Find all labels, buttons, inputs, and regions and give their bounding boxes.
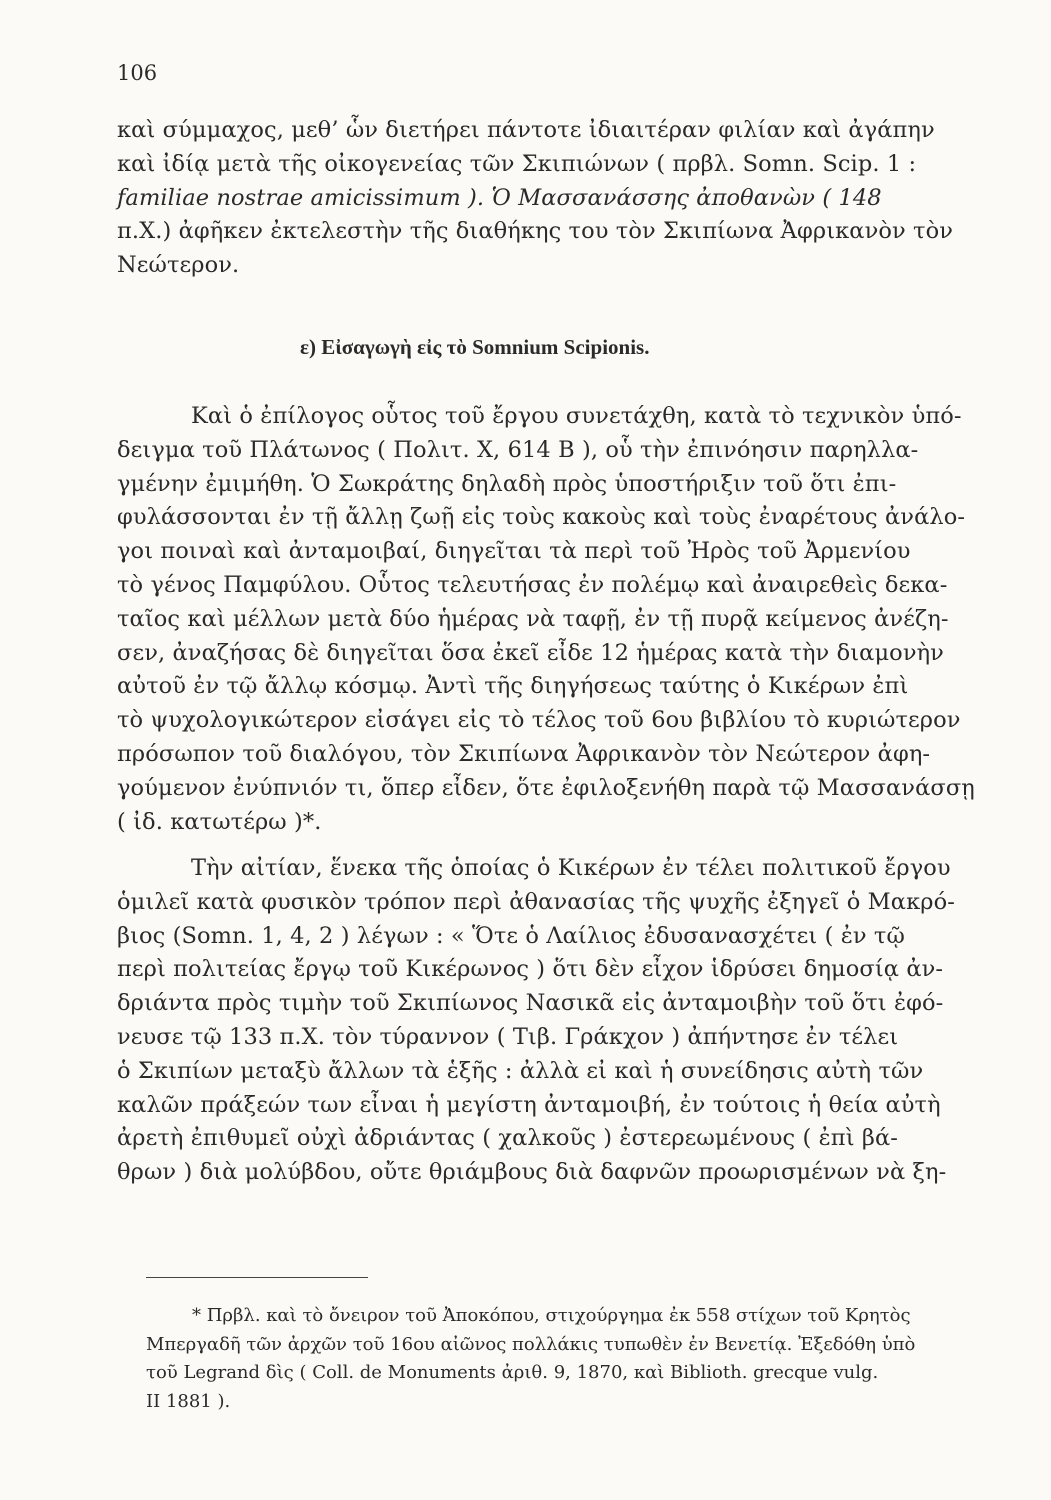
footnote-line: τοῦ Legrand δὶς ( Coll. de Monuments ἀριθ. 9, 1870, καὶ Biblioth. grecque vulg. <box>146 1362 879 1383</box>
section-heading: ε) Εἰσαγωγὴ εἰς τὸ Somnium Scipionis. <box>300 335 650 359</box>
footnote <box>146 1302 981 1416</box>
text-line: γούμενον ἐνύπνιόν τι, ὅπερ εἶδεν, ὅτε ἐφιλοξενήθη παρὰ τῷ Μασσανάσσῃ <box>117 774 975 801</box>
text-line: καὶ σύμμαχος, μεθ’ ὧν διετήρει πάντοτε ἰδιαιτέραν φιλίαν καὶ ἀγάπην <box>117 117 935 143</box>
text-line: ( ἰδ. κατωτέρω )*. <box>117 808 322 835</box>
text-line: καὶ ἰδίᾳ μετὰ τῆς οἰκογενείας τῶν Σκιπιώνων ( πρβλ. Somn. Scip. 1 : <box>117 150 917 177</box>
footnote-line: Μπεργαδῆ τῶν ἀρχῶν τοῦ 16ου αἰῶνος πολλάκις τυπωθὲν ἐν Βενετίᾳ. Ἐξεδόθη ὑπὸ <box>146 1333 916 1355</box>
text-line: βιος (Somn. 1, 4, 2 ) λέγων : « Ὅτε ὁ Λαίλιος ἐδυσανασχέτει ( ἐν τῷ <box>117 922 905 949</box>
text-line: familiae nostrae amicissimum ). Ὁ Μασσανάσσης ἀποθανὼν ( 148 <box>117 184 882 211</box>
intro-paragraph <box>117 114 977 283</box>
text-line: φυλάσσονται ἐν τῇ ἄλλῃ ζωῇ εἰς τοὺς κακοὺς καὶ τοὺς ἐναρέτους ἀνάλο- <box>117 504 966 531</box>
text-line: καλῶν πράξεών των εἶναι ἡ μεγίστη ἀνταμοιβή, ἐν τούτοις ἡ θεία αὐτὴ <box>117 1091 941 1118</box>
text-line: γμένην ἐμιμήθη. Ὁ Σωκράτης δηλαδὴ πρὸς ὑποστήριξιν τοῦ ὅτι ἐπι- <box>117 470 897 497</box>
text-line: περὶ πολιτείας ἔργῳ τοῦ Κικέρωνος ) ὅτι δὲν εἶχον ἱδρύσει δημοσίᾳ ἀν- <box>117 956 944 983</box>
paragraph-1 <box>117 400 977 839</box>
paragraph-2 <box>117 852 977 1190</box>
text-line: ὁμιλεῖ κατὰ φυσικὸν τρόπον περὶ ἀθανασίας τῆς ψυχῆς ἐξηγεῖ ὁ Μακρό- <box>117 888 955 915</box>
text-line: νευσε τῷ 133 π.Χ. τὸν τύραννον ( Τιβ. Γράκχον ) ἀπήντησε ἐν τέλει <box>117 1023 899 1050</box>
page-number: 106 <box>117 61 158 85</box>
footnote-divider <box>146 1277 368 1278</box>
text-line: ὁ Σκιπίων μεταξὺ ἄλλων τὰ ἑξῆς : ἀλλὰ εἰ καὶ ἡ συνείδησις αὐτὴ τῶν <box>117 1057 924 1084</box>
text-line: δριάντα πρὸς τιμὴν τοῦ Σκιπίωνος Νασικᾶ εἰς ἀνταμοιβὴν τοῦ ὅτι ἐφό- <box>117 990 944 1017</box>
text-line: Νεώτερον. <box>117 252 240 279</box>
footnote-line: * Πρβλ. καὶ τὸ ὄνειρον τοῦ Ἀποκόπου, στιχούργημα ἐκ 558 στίχων τοῦ Κρητὸς <box>192 1305 911 1326</box>
text-line: τὸ ψυχολογικώτερον εἰσάγει εἰς τὸ τέλος τοῦ 6ου βιβλίου τὸ κυριώτερον <box>117 707 961 734</box>
text-line: θρων ) διὰ μολύβδου, οὔτε θριάμβους διὰ δαφνῶν προωρισμένων νὰ ξη- <box>117 1159 947 1186</box>
text-line: ἀρετὴ ἐπιθυμεῖ οὐχὶ ἀδριάντας ( χαλκοῦς ) ἐστερεωμένους ( ἐπὶ βά- <box>117 1125 898 1152</box>
text-line: πρόσωπον τοῦ διαλόγου, τὸν Σκιπίωνα Ἀφρικανὸν τὸν Νεώτερον ἀφη- <box>117 740 931 767</box>
footnote-line: II 1881 ). <box>146 1390 231 1412</box>
text-line: Καὶ ὁ ἐπίλογος οὗτος τοῦ ἔργου συνετάχθη, κατὰ τὸ τεχνικὸν ὑπό- <box>191 403 962 429</box>
text-line: ταῖος καὶ μέλλων μετὰ δύο ἡμέρας νὰ ταφῇ, ἐν τῇ πυρᾷ κείμενος ἀνέζη- <box>117 605 949 632</box>
text-line: τὸ γένος Παμφύλου. Οὗτος τελευτήσας ἐν πολέμῳ καὶ ἀναιρεθεὶς δεκα- <box>117 571 948 598</box>
text-line: δειγμα τοῦ Πλάτωνος ( Πολιτ. Χ, 614 Β ), οὗ τὴν ἐπινόησιν παρηλλα- <box>117 436 919 463</box>
text-line: Τὴν αἰτίαν, ἕνεκα τῆς ὁποίας ὁ Κικέρων ἐν τέλει πολιτικοῦ ἔργου <box>191 855 951 881</box>
text-line: αὐτοῦ ἐν τῷ ἄλλῳ κόσμῳ. Ἀντὶ τῆς διηγήσεως ταύτης ὁ Κικέρων ἐπὶ <box>117 673 909 700</box>
text-line: σεν, ἀναζήσας δὲ διηγεῖται ὅσα ἐκεῖ εἶδε 12 ἡμέρας κατὰ τὴν διαμονὴν <box>117 639 944 666</box>
text-line: π.Χ.) ἀφῆκεν ἐκτελεστὴν τῆς διαθήκης του τὸν Σκιπίωνα Ἀφρικανὸν τὸν <box>117 218 954 245</box>
text-line: γοι ποιναὶ καὶ ἀνταμοιβαί, διηγεῖται τὰ περὶ τοῦ Ἠρὸς τοῦ Ἀρμενίου <box>117 538 911 565</box>
